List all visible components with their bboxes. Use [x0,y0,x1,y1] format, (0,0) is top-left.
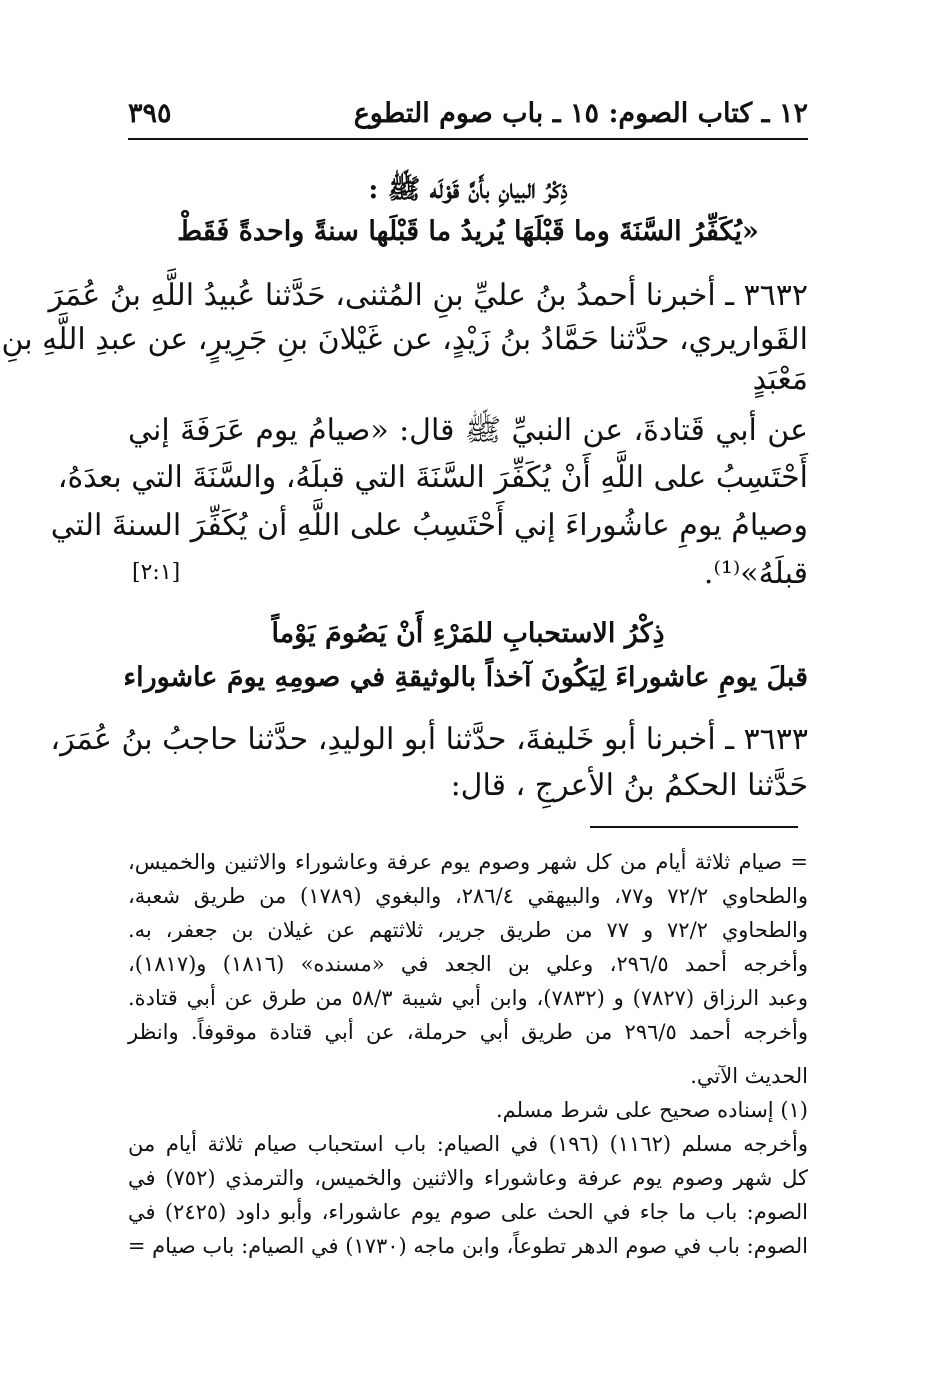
hadith-3632-line: مَعْبَدٍ [752,362,808,397]
section-heading-2-line2: قبلَ يومِ عاشوراءَ لِيَكُونَ آخذاً بالوثيقةِ في صومِهِ يومَ عاشوراء [123,662,808,693]
hadith-3632-line: القَواريري، حدَّثنا حَمَّادُ بنُ زَيْدٍ، عن غَيْلانَ بنِ جَرِيرٍ، عن عبدِ اللَّهِ بنِ [1,322,808,357]
footnote-line: الحديث الآتي. [690,1064,808,1088]
hadith-3632-line: قبلَهُ»⁽¹⁾. [703,556,808,591]
chapter-title: ١٢ ـ كتاب الصوم: ١٥ ـ باب صوم التطوع [353,98,808,129]
header-divider [128,138,808,140]
footnote-line: والطحاوي ٧٢/٢ و٧٧، والبيهقي ٢٨٦/٤، والبغوي (١٧٨٩) من طريق شعبة، [128,884,809,908]
hadith-3632-line: ٣٦٣٢ ـ أخبرنا أحمدُ بنُ عليِّ بنِ المُثنى، حَدَّثنا عُبيدُ اللَّهِ بنُ عُمَرَ [48,278,808,313]
footnote-line: الصوم: باب ما جاء في الحث على صوم يوم عاشوراء، وأبو داود (٢٤٢٥) في [128,1200,808,1224]
footnote-line: الصوم: باب في صوم الدهر تطوعاً، وابن ماجه (١٧٣٠) في الصيام: باب صيام = [127,1234,808,1258]
hadith-3632-line: أَحْتَسِبُ على اللَّهِ أَنْ يُكَفِّرَ السَّنَةَ التي قبلَهُ، والسَّنَةَ التي بعدَهُ، [57,460,808,495]
hadith-3633-line: ٣٦٣٣ ـ أخبرنا أبو خَليفةَ، حدَّثنا أبو الوليدِ، حدَّثنا حاجبُ بنُ عُمَرَ، [50,722,808,757]
footnote-line: وأخرجه أحمد ٢٩٦/٥، وعلي بن الجعد في «مسنده» (١٨١٦) و(١٨١٧)، [128,952,808,976]
section-heading-2-line1: ذِكْرُ الاستحبابِ للمَرْءِ أَنْ يَصُومَ يَوْماً [271,618,665,649]
section-heading-1-line2: «يُكَفِّرُ السَّنَةَ وما قَبْلَهَا يُريدُ ما قَبْلَها سنةً واحدةً فَقَطْ [177,216,759,247]
footnote-line: وأخرجه أحمد ٢٩٦/٥ من طريق أبي حرملة، عن أبي قتادة موقوفاً. وانظر [128,1020,808,1044]
footnote-line: (١) إسناده صحيح على شرط مسلم. [495,1098,808,1122]
footnote-line: كل شهر وصوم يوم عرفة وعاشوراء والاثنين والخميس، والترمذي (٧٥٢) في [128,1166,808,1190]
page-header [128,96,808,140]
hadith-3633-line: حَدَّثنا الحكمُ بنُ الأعرجِ ، قال: [450,768,808,803]
footnote-line: وعبد الرزاق (٧٨٢٧) و (٧٨٣٢)، وابن أبي شيبة ٥٨/٣ من طرق عن أبي قتادة. [128,986,808,1010]
footnote-divider [590,826,798,828]
footnote-line: والطحاوي ٧٢/٢ و ٧٧ من طريق جرير، ثلاثتهم عن غيلان بن جعفر، به. [128,918,808,942]
hadith-3632-line: وصيامُ يومِ عاشُوراءَ إني أَحْتَسِبُ على اللَّهِ أن يُكَفِّرَ السنةَ التي [50,508,808,543]
hadith-reference-tag: [٢:١] [132,560,181,585]
hadith-3632-line: عن أبي قَتادةَ، عن النبيِّ ﷺ قال: «صيامُ يوم عَرَفَةَ إني [128,413,808,448]
page-number: ٣٩٥ [128,98,172,129]
section-heading-1-line1: ذِكْرُ البيانِ بأَنَّ قَوْلَه ﷺ : [368,174,568,205]
footnote-line: = صيام ثلاثة أيام من كل شهر وصوم يوم عرفة وعاشوراء والاثنين والخميس، [128,850,808,874]
footnote-line: وأخرجه مسلم (١١٦٢) (١٩٦) في الصيام: باب استحباب صيام ثلاثة أيام من [128,1132,808,1156]
